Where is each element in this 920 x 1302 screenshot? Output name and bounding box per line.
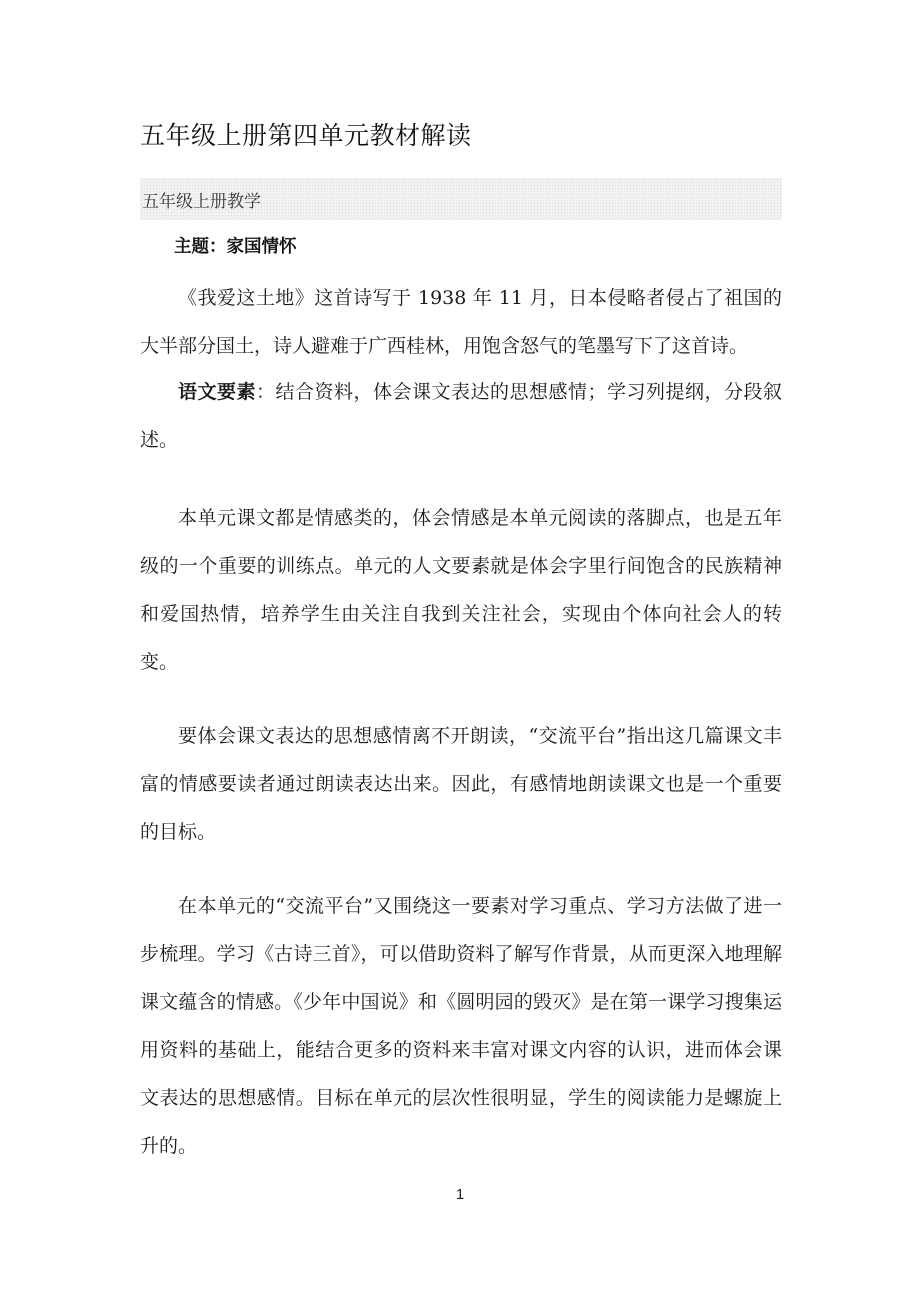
document-title: 五年级上册第四单元教材解读 [140, 121, 472, 150]
language-elements-text: ：结合资料，体会课文表达的思想感情；学习列提纲，分段叙述。 [140, 381, 782, 451]
paragraph-language-elements [140, 368, 782, 464]
subject-label: 五年级上册教学 [142, 192, 261, 212]
paragraph-reading-aloud: 要体会课文表达的思想感情离不开朗读，“交流平台”指出这几篇课文丰富的情感要读者通过朗读表达出来。因此，有感情地朗读课文也是一个重要的目标。 [140, 725, 782, 843]
paragraph-poem-background: 《我爱这土地》这首诗写于 1938 年 11 月，日本侵略者侵占了祖国的大半部分国土，诗人避难于广西桂林，用饱含怒气的笔墨写下了这首诗。 [140, 287, 782, 357]
page-number: 1 [455, 1186, 465, 1203]
theme-heading: 主题：家国情怀 [174, 237, 297, 257]
paragraph-unit-overview: 本单元课文都是情感类的，体会情感是本单元阅读的落脚点，也是五年级的一个重要的训练点。单元的人文要素就是体会字里行间饱含的民族精神和爱国热情，培养学生由关注自我到关注社会，实现由个体向社会人的转变。 [140, 507, 782, 673]
paragraph-exchange-platform: 在本单元的“交流平台”又围绕这一要素对学习重点、学习方法做了进一步梳理。学习《古诗三首》，可以借助资料了解写作背景，从而更深入地理解课文蕴含的情感。《少年中国说》和《圆明园的毁灭》是在第一课学习搜集运用资料的基础上，能结合更多的资料来丰富对课文内容的认识，进而体会课文表达的思想感情。目标在单元的层次性很明显，学生的阅读能力是螺旋上升的。 [140, 895, 782, 1157]
language-elements-label: 语文要素 [178, 381, 256, 403]
subject-bar [140, 178, 782, 220]
